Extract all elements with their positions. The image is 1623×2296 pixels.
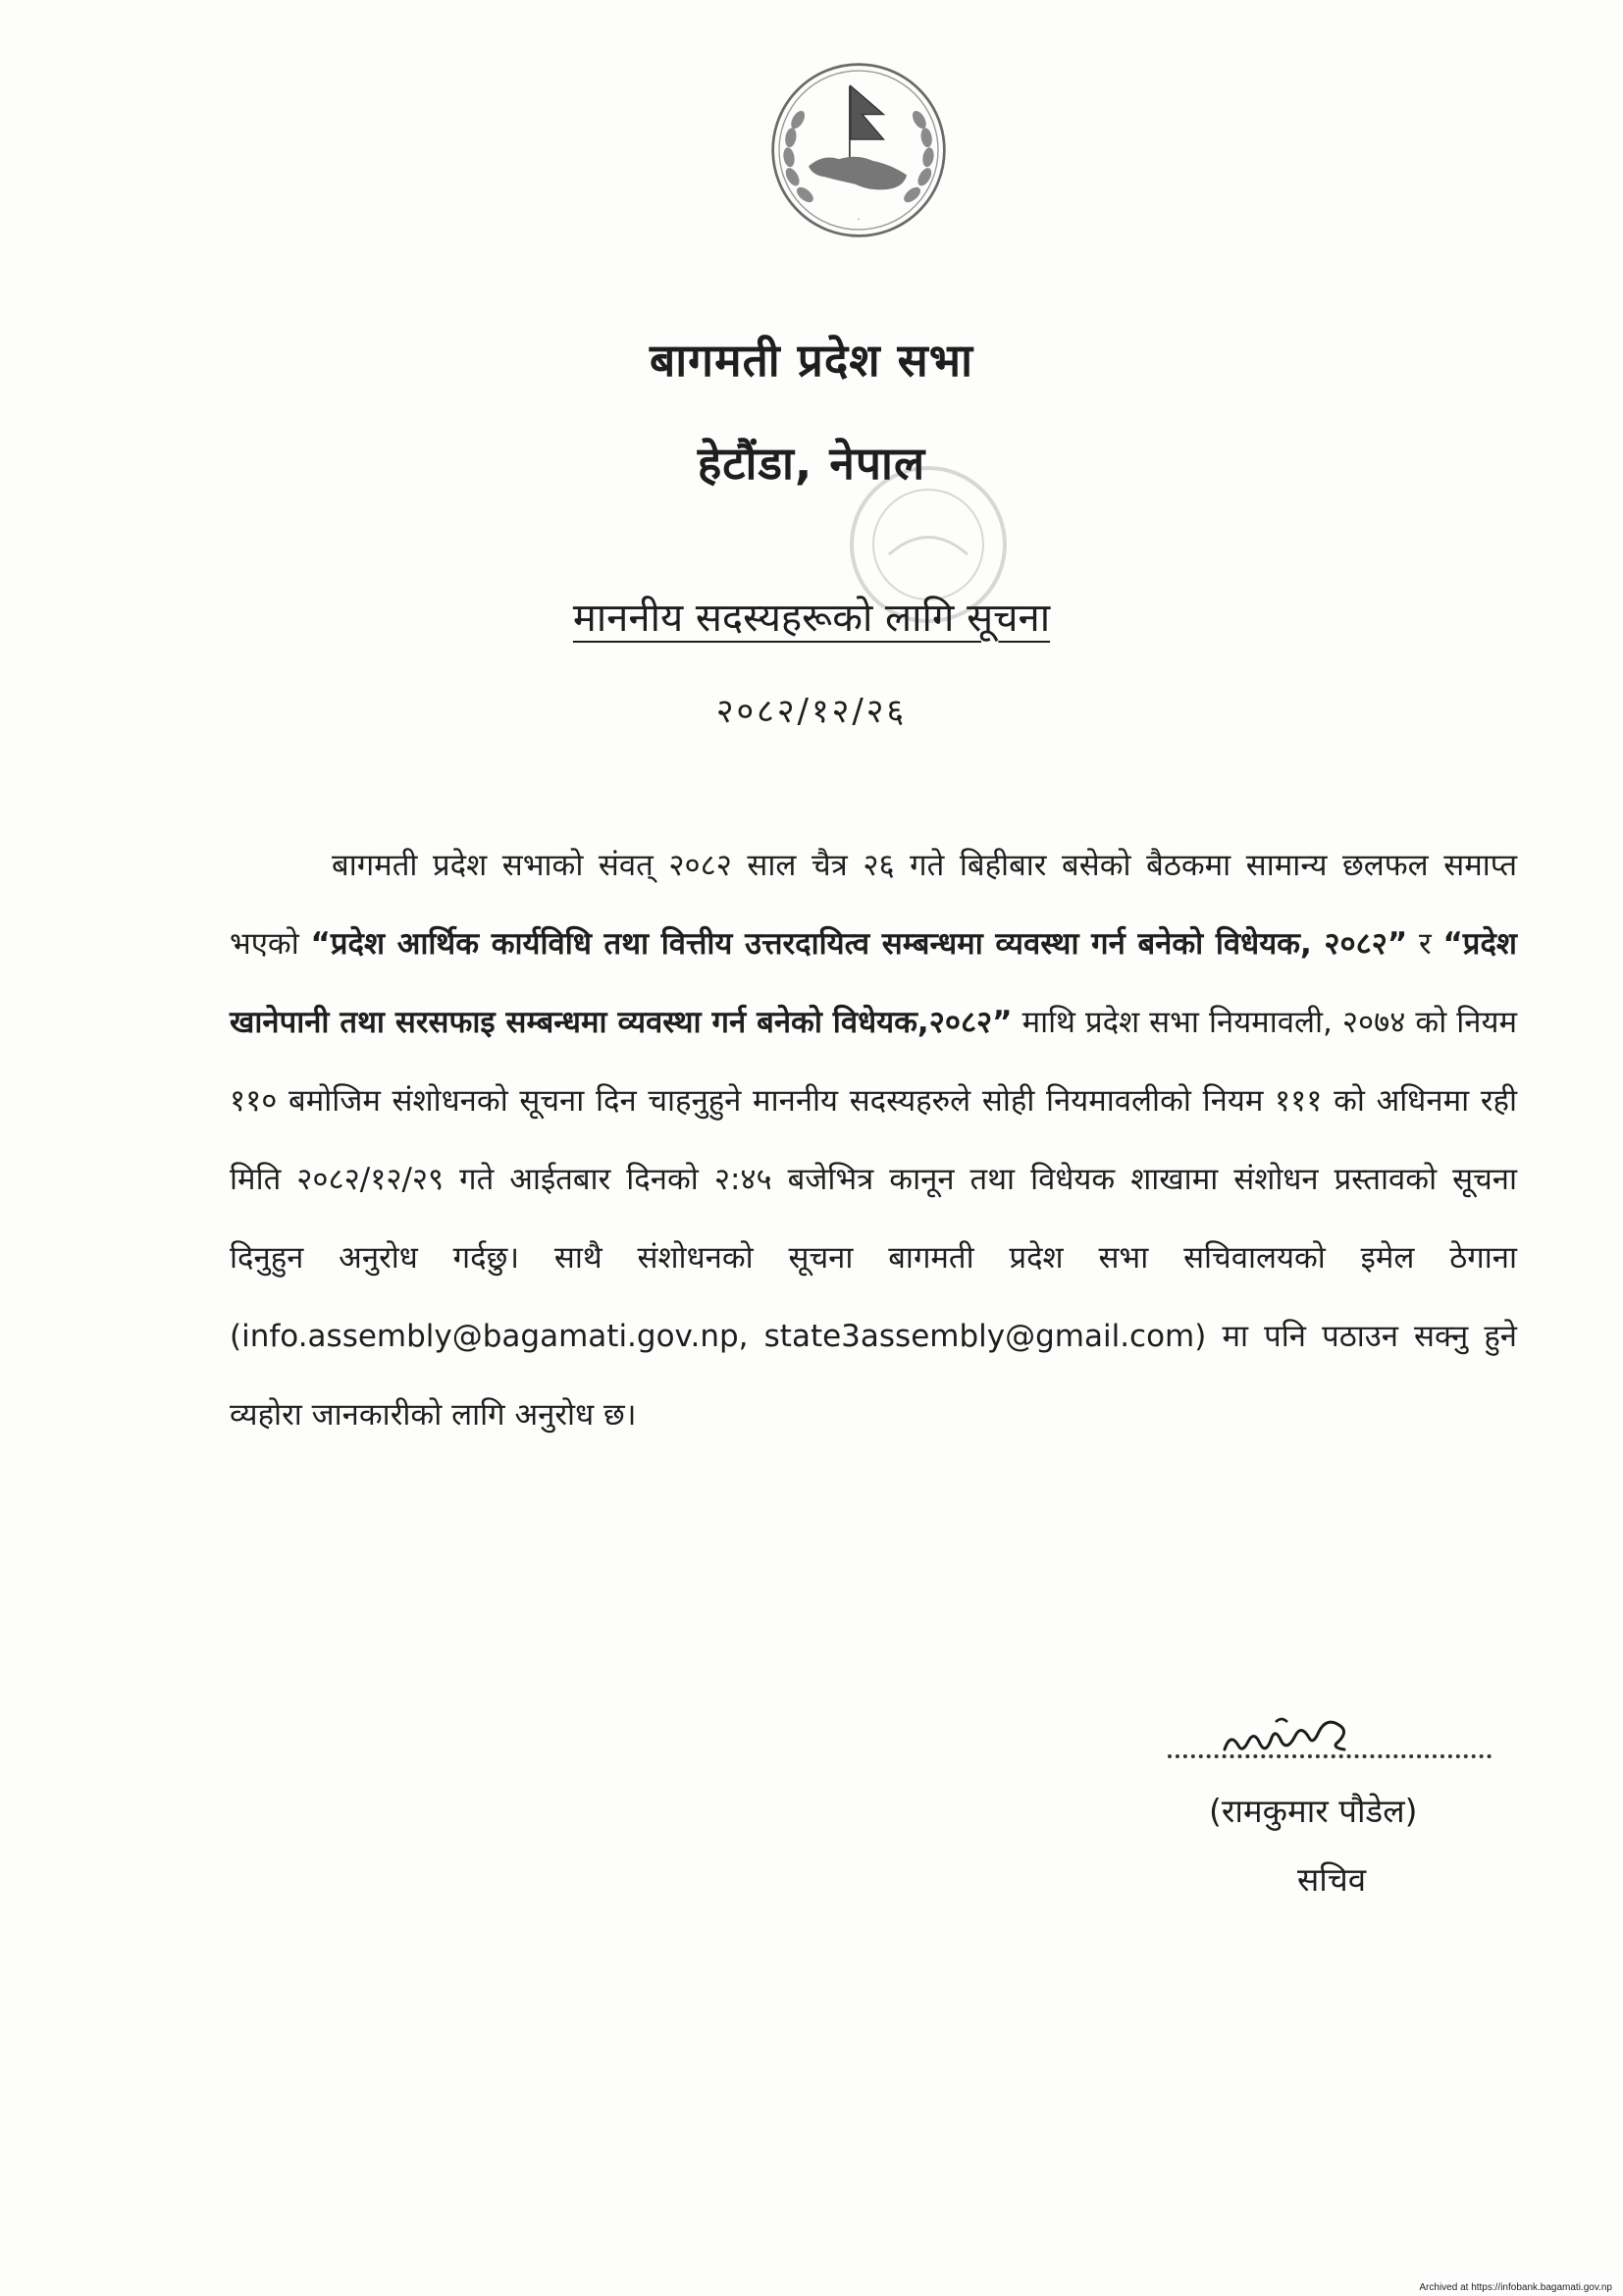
emblem-icon (769, 61, 948, 239)
signature-line (1168, 1754, 1492, 1758)
signatory-title: सचिव (1297, 1860, 1367, 1899)
bill-name-1: “प्रदेश आर्थिक कार्यविधि तथा वित्तीय उत्तरदायित्व सम्बन्धमा व्यवस्था गर्न बनेको विधेयक, २०८२” (310, 926, 1408, 962)
signature-image (1217, 1702, 1364, 1771)
notice-body (230, 826, 1517, 1454)
notice-title (0, 589, 1623, 643)
organization-name: बागमती प्रदेश सभा (650, 334, 973, 387)
bill-name-2: “प्रदेश खानेपानी तथा सरसफाइ सम्बन्धमा व्यवस्था गर्न बनेको विधेयक,२०८२” (230, 926, 1517, 1040)
archive-note: Archived at https://infobank.bagamati.gov.np (1416, 2282, 1615, 2293)
svg-text:.: . (857, 211, 861, 223)
notice-title-text: माननीय सदस्यहरूको लागि सूचना (572, 596, 1051, 641)
body-text-part-1: बागमती प्रदेश सभाको संवत् २०८२ साल चैत्र २६ गते बिहीबार बसेको बैठकमा सामान्य छलफल समाप्त भएको (230, 848, 1517, 962)
organization-address: हेटौंडा, नेपाल (697, 437, 926, 490)
body-text-part-3: माथि प्रदेश सभा नियमावली, २०७४ को नियम ११० बमोजिम संशोधनको सूचना दिन चाहनुहुने माननीय सदस्यहरुले सोही नियमावलीको नियम १११ को अधिनमा रही मिति २०८२/१२/२९ गते आईतबार दिनको २:४५ बजेभित्र कानून तथा विधेयक शाखामा संशोधन प्रस्तावको सूचना दिनुहुन अनुरोध गर्दछु। साथै संशोधनको सूचना बागमती प्रदेश सभा सचिवालयको इमेल ठेगाना (info.assembly@bagamati.gov.np, state3assembly@gmail.com) मा पनि पठाउन सक्नु हुने व्यहोरा जानकारीको लागि अनुरोध छ। (230, 1005, 1517, 1433)
body-text-part-2: र (1407, 926, 1443, 962)
notice-date: २०८२/१२/२६ (715, 692, 908, 731)
signatory-name: (रामकुमार पौडेल) (1209, 1792, 1418, 1830)
